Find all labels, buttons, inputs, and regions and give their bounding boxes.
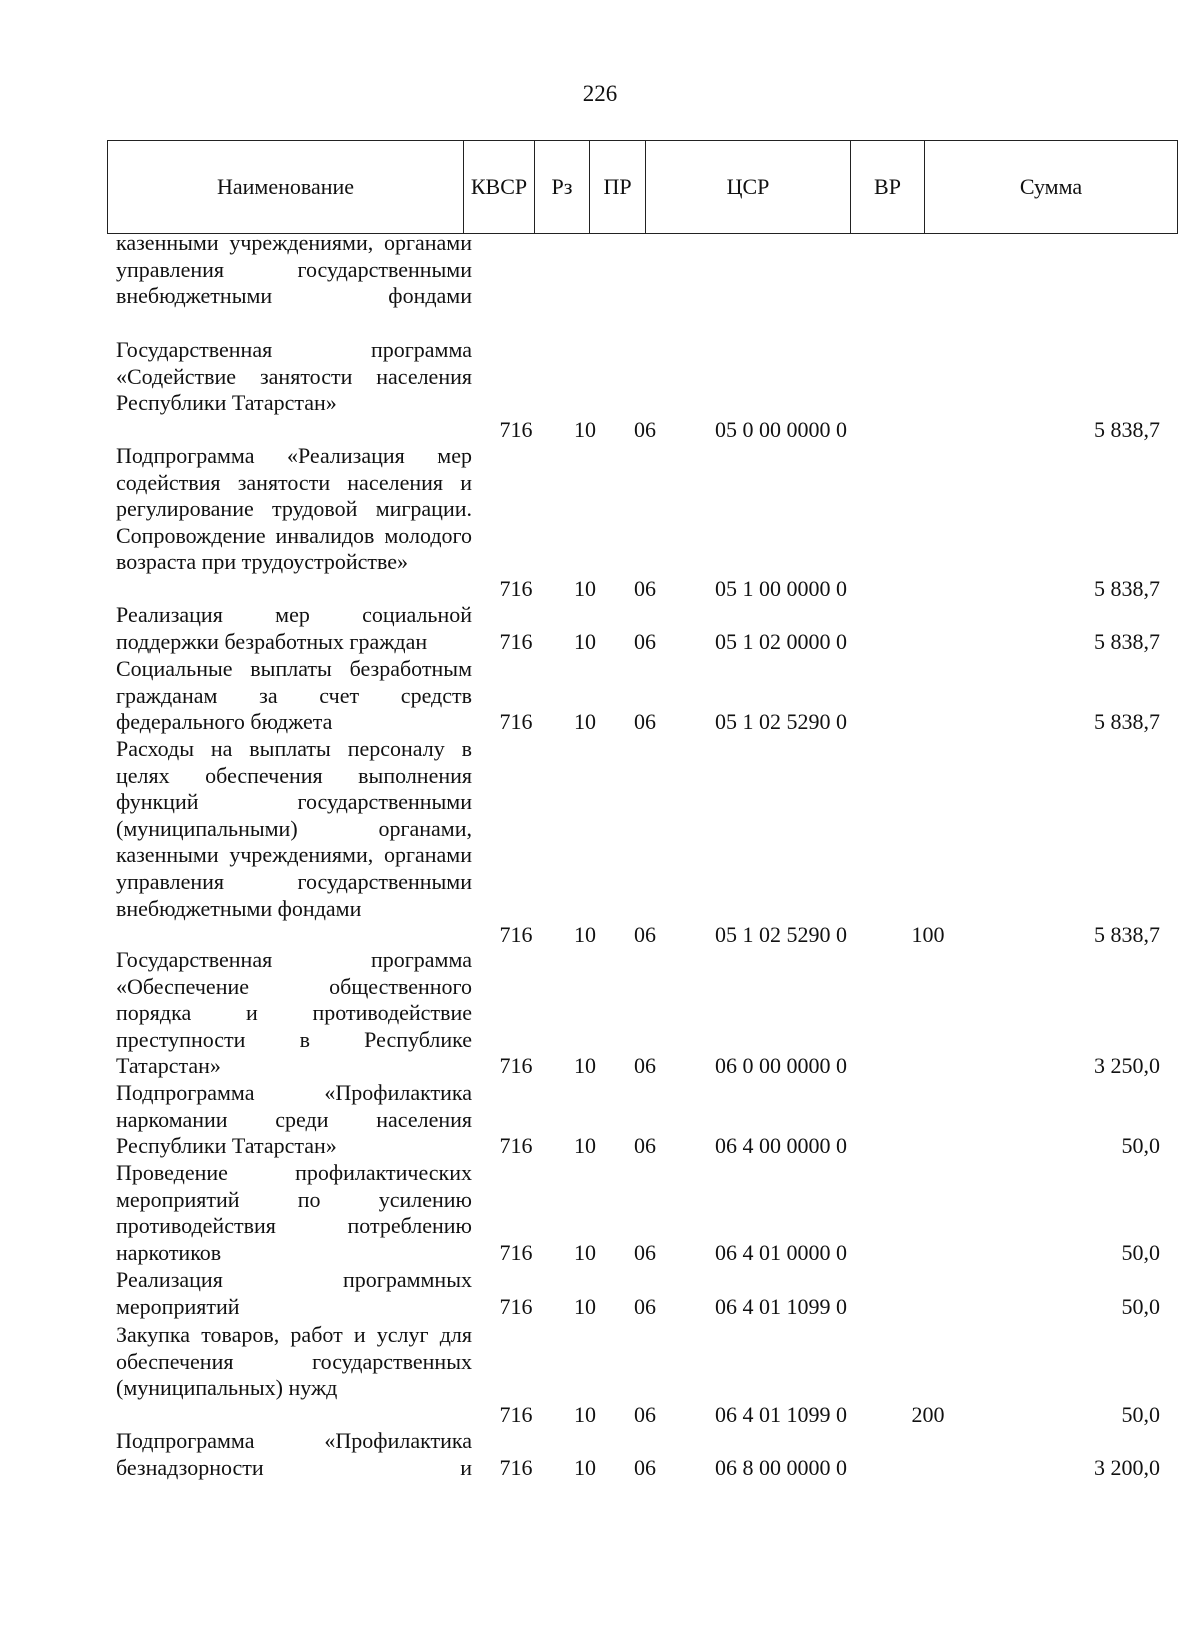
row-rz: 10 (574, 1402, 596, 1427)
row-kvsr: 716 (499, 417, 533, 442)
row-csr: 06 4 01 1099 0 (715, 1294, 847, 1319)
header-kvsr: КВСР (464, 141, 535, 234)
row-csr: 05 1 00 0000 0 (715, 576, 847, 601)
row-sum: 3 200,0 (1094, 1455, 1160, 1480)
row-kvsr: 716 (499, 709, 533, 734)
row-kvsr: 716 (499, 629, 533, 654)
row-rz: 10 (574, 1240, 596, 1265)
header-csr: ЦСР (646, 141, 851, 234)
header-sum: Сумма (925, 141, 1178, 234)
row-name: казенными учреждениями, органами управления государственными внебюджетными фондами (116, 230, 472, 309)
row-csr: 06 8 00 0000 0 (715, 1455, 847, 1480)
row-name: Социальные выплаты безработным гражданам за счет средств федерального бюджета (116, 656, 472, 735)
row-sum: 5 838,7 (1094, 576, 1160, 601)
row-name: Закупка товаров, работ и услуг для обеспечения государственных (муниципальных) нужд (116, 1322, 472, 1401)
row-pr: 06 (634, 1294, 656, 1319)
row-pr: 06 (634, 922, 656, 947)
page-number: 226 (582, 81, 618, 106)
row-vr: 200 (911, 1402, 945, 1427)
row-kvsr: 716 (499, 922, 533, 947)
row-csr: 05 1 02 5290 0 (715, 922, 847, 947)
row-pr: 06 (634, 1133, 656, 1158)
header-rz: Рз (535, 141, 590, 234)
row-rz: 10 (574, 1294, 596, 1319)
row-rz: 10 (574, 709, 596, 734)
row-rz: 10 (574, 1053, 596, 1078)
row-rz: 10 (574, 922, 596, 947)
row-vr: 100 (911, 922, 945, 947)
row-name: Подпрограмма «Профилактика безнадзорности и (116, 1428, 472, 1480)
row-kvsr: 716 (499, 1133, 533, 1158)
row-name: Реализация мер социальной поддержки безработных граждан (116, 602, 472, 654)
row-name: Государственная программа «Обеспечение общественного порядка и противодействие преступности в Республике Татарстан» (116, 947, 472, 1079)
row-csr: 06 0 00 0000 0 (715, 1053, 847, 1078)
row-rz: 10 (574, 1133, 596, 1158)
row-kvsr: 716 (499, 1294, 533, 1319)
row-sum: 5 838,7 (1094, 417, 1160, 442)
row-kvsr: 716 (499, 1053, 533, 1078)
row-csr: 06 4 01 1099 0 (715, 1402, 847, 1427)
row-kvsr: 716 (499, 1402, 533, 1427)
row-pr: 06 (634, 1053, 656, 1078)
row-sum: 5 838,7 (1094, 629, 1160, 654)
header-vr: ВР (851, 141, 925, 234)
row-csr: 06 4 01 0000 0 (715, 1240, 847, 1265)
row-rz: 10 (574, 576, 596, 601)
row-kvsr: 716 (499, 1240, 533, 1265)
row-sum: 3 250,0 (1094, 1053, 1160, 1078)
row-pr: 06 (634, 1240, 656, 1265)
row-csr: 05 1 02 0000 0 (715, 629, 847, 654)
row-csr: 05 1 02 5290 0 (715, 709, 847, 734)
row-rz: 10 (574, 417, 596, 442)
row-kvsr: 716 (499, 1455, 533, 1480)
row-name: Подпрограмма «Реализация мер содействия занятости населения и регулирование трудовой миграции. Сопровождение инвалидов молодого возраста при трудоустройстве» (116, 443, 472, 575)
header-pr: ПР (590, 141, 646, 234)
row-csr: 05 0 00 0000 0 (715, 417, 847, 442)
row-sum: 50,0 (1121, 1240, 1160, 1265)
row-csr: 06 4 00 0000 0 (715, 1133, 847, 1158)
row-sum: 50,0 (1121, 1402, 1160, 1427)
row-kvsr: 716 (499, 576, 533, 601)
row-sum: 50,0 (1121, 1133, 1160, 1158)
row-rz: 10 (574, 629, 596, 654)
row-name: Реализация программных мероприятий (116, 1267, 472, 1319)
row-name: Государственная программа «Содействие занятости населения Республики Татарстан» (116, 337, 472, 416)
row-sum: 50,0 (1121, 1294, 1160, 1319)
row-pr: 06 (634, 629, 656, 654)
row-name: Проведение профилактических мероприятий по усилению противодействия потреблению наркотиков (116, 1160, 472, 1265)
row-sum: 5 838,7 (1094, 709, 1160, 734)
row-pr: 06 (634, 1455, 656, 1480)
row-sum: 5 838,7 (1094, 922, 1160, 947)
row-name: Подпрограмма «Профилактика наркомании среди населения Республики Татарстан» (116, 1080, 472, 1159)
row-rz: 10 (574, 1455, 596, 1480)
row-pr: 06 (634, 1402, 656, 1427)
row-pr: 06 (634, 576, 656, 601)
row-pr: 06 (634, 709, 656, 734)
row-name: Расходы на выплаты персоналу в целях обеспечения выполнения функций государственными (муниципальными) органами, казенными учреждениями, органами управления государственными внебюджетными фондами (116, 736, 472, 921)
row-pr: 06 (634, 417, 656, 442)
header-name: Наименование (108, 141, 464, 234)
